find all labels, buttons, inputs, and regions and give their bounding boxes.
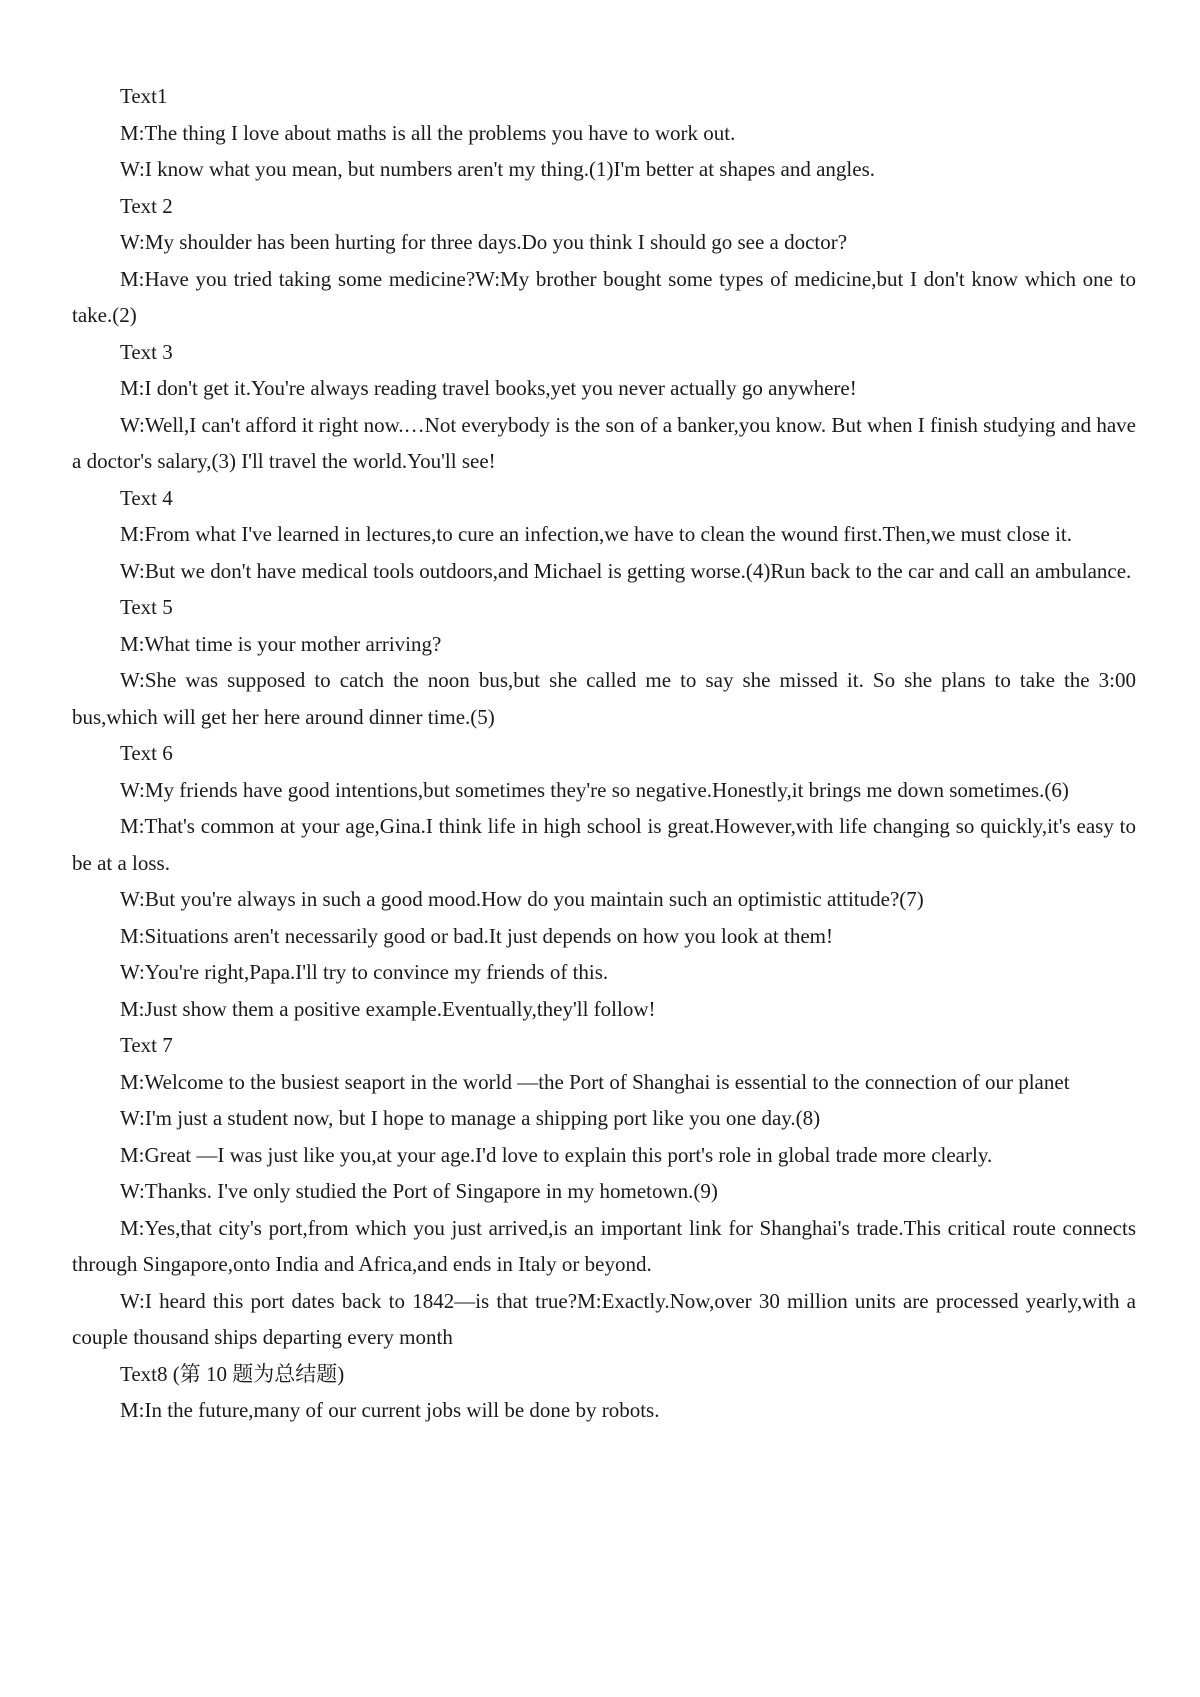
section-heading: Text 2 <box>120 193 173 218</box>
dialogue-line: W:I'm just a student now, but I hope to manage a shipping port like you one day.(8) <box>120 1106 821 1130</box>
dialogue-line: W:I heard this port dates back to 1842—is that true?M:Exactly.Now,over 30 million units are processed yearly,with a couple thousand ships departing every month <box>72 1288 1136 1349</box>
dialogue-line: M:Welcome to the busiest seaport in the world —the Port of Shanghai is essential to the connection of our planet <box>120 1069 1070 1094</box>
dialogue-line: M:I don't get it.You're always reading travel books,yet you never actually go anywhere! <box>120 376 857 400</box>
document-page <box>72 78 1136 1429</box>
section-heading: Text 7 <box>120 1033 173 1057</box>
dialogue-line: M:Just show them a positive example.Eventually,they'll follow! <box>120 996 656 1021</box>
dialogue-line: W:Well,I can't afford it right now.…Not everybody is the son of a banker,you know. But when I finish studying and have a doctor's salary,(3) I'll travel the world.You'll see! <box>72 412 1136 473</box>
dialogue-line: W:My friends have good intentions,but sometimes they're so negative.Honestly,it brings me down sometimes.(6) <box>120 777 1069 802</box>
dialogue-line: M:What time is your mother arriving? <box>120 631 442 656</box>
dialogue-line: M:Great —I was just like you,at your age.I'd love to explain this port's role in global trade more clearly. <box>120 1142 993 1167</box>
dialogue-line: W:But we don't have medical tools outdoors,and Michael is getting worse.(4)Run back to the car and call an ambulance. <box>120 558 1132 583</box>
section-heading: Text 5 <box>120 595 173 619</box>
dialogue-line: M:From what I've learned in lectures,to cure an infection,we have to clean the wound first.Then,we must close it. <box>120 522 1072 546</box>
section-heading: Text 4 <box>120 485 173 510</box>
dialogue-line: M:That's common at your age,Gina.I think life in high school is great.However,with life changing so quickly,it's easy to be at a loss. <box>72 814 1136 875</box>
dialogue-line: W:Thanks. I've only studied the Port of Singapore in my hometown.(9) <box>120 1179 718 1203</box>
dialogue-line: M:In the future,many of our current jobs will be done by robots. <box>120 1398 660 1422</box>
dialogue-line: M:Yes,that city's port,from which you just arrived,is an important link for Shanghai's trade.This critical route connects through Singapore,onto India and Africa,and ends in Italy or beyond. <box>72 1215 1136 1276</box>
section-heading: Text8 (第 10 题为总结题) <box>120 1361 345 1386</box>
section-heading: Text 3 <box>120 339 173 364</box>
dialogue-line: M:Have you tried taking some medicine?W:My brother bought some types of medicine,but I don't know which one to take.(2) <box>72 266 1136 327</box>
section-heading: Text1 <box>120 84 168 108</box>
dialogue-line: W:She was supposed to catch the noon bus,but she called me to say she missed it. So she plans to take the 3:00 bus,which will get her here around dinner time.(5) <box>72 668 1136 729</box>
dialogue-line: W:But you're always in such a good mood.How do you maintain such an optimistic attitude?(7) <box>120 887 924 911</box>
dialogue-line: M:Situations aren't necessarily good or bad.It just depends on how you look at them! <box>120 923 833 948</box>
dialogue-line: W:My shoulder has been hurting for three days.Do you think I should go see a doctor? <box>120 230 848 254</box>
section-heading: Text 6 <box>120 741 173 765</box>
dialogue-line: W:You're right,Papa.I'll try to convince my friends of this. <box>120 960 609 984</box>
dialogue-line: M:The thing I love about maths is all the problems you have to work out. <box>120 120 736 145</box>
dialogue-line: W:I know what you mean, but numbers aren't my thing.(1)I'm better at shapes and angles. <box>120 157 876 181</box>
